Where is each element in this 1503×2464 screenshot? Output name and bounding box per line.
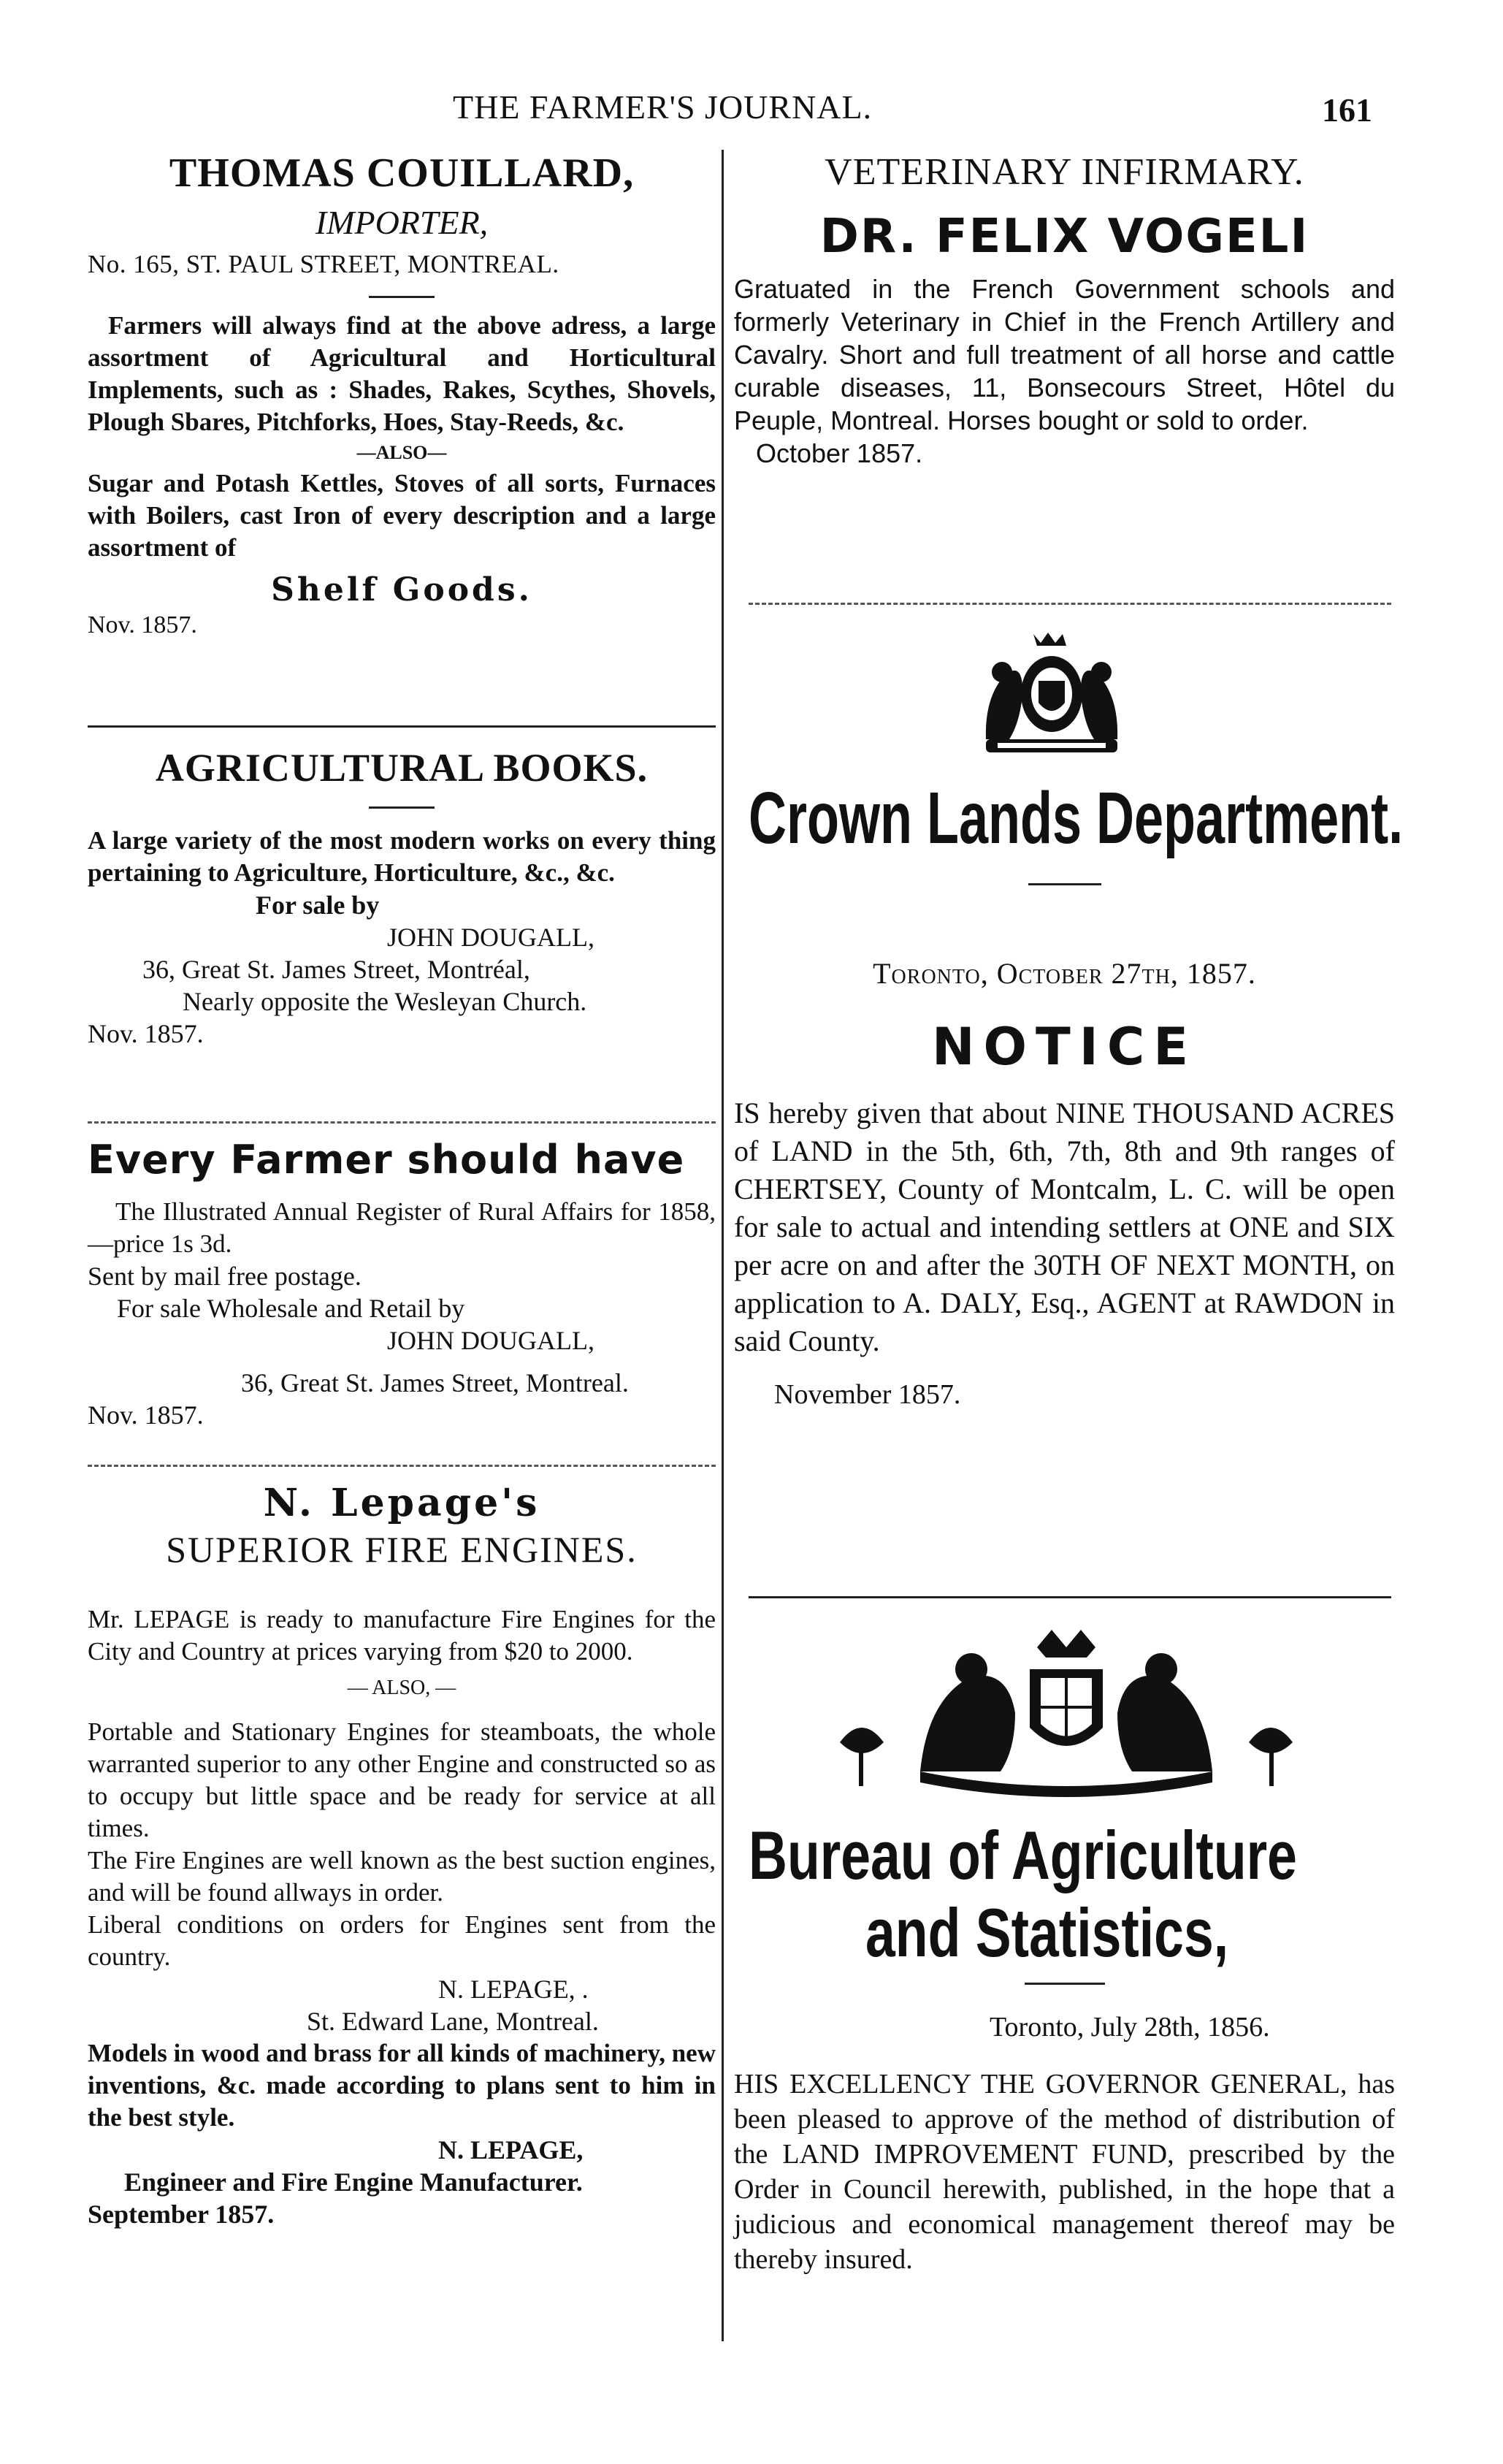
every-farmer-seller: JOHN DOUGALL, — [387, 1326, 594, 1355]
short-rule — [369, 296, 435, 298]
lepage-also: — ALSO, — — [347, 1677, 456, 1699]
every-farmer-date: Nov. 1857. — [88, 1400, 204, 1430]
books-date: Nov. 1857. — [88, 1019, 204, 1048]
lepage-title: N. Lepage's — [263, 1481, 540, 1525]
section-rule — [88, 1465, 716, 1467]
infirmary-date: October 1857. — [756, 438, 923, 468]
books-for-sale: For sale by — [256, 890, 380, 920]
lepage-subtitle: SUPERIOR FIRE ENGINES. — [166, 1529, 638, 1570]
lepage-advert — [88, 1479, 716, 2230]
crown-lands-title: Crown Lands Department. — [749, 777, 1404, 859]
books-landmark: Nearly opposite the Wesleyan Church. — [183, 987, 587, 1016]
every-farmer-advert — [88, 1136, 716, 1431]
lepage-body3: The Fire Engines are well known as the best suction engines, and will be found allways in order. — [88, 1846, 716, 1907]
every-farmer-sale: For sale Wholesale and Retail by — [117, 1294, 465, 1323]
lepage-signature: N. LEPAGE, . — [438, 1975, 589, 2004]
infirmary-title: VETERINARY INFIRMARY. — [825, 151, 1304, 193]
column-divider — [722, 150, 724, 2341]
couillard-address: No. 165, ST. PAUL STREET, MONTREAL. — [88, 250, 559, 278]
bureau-title-wrap-1 — [734, 1819, 1395, 1892]
shelf-goods: Shelf Goods. — [271, 571, 532, 609]
bureau-title-line1: Bureau of Agriculture — [749, 1817, 1297, 1893]
crown-title-wrap — [734, 777, 1404, 859]
couillard-subtitle: IMPORTER, — [315, 204, 489, 241]
couillard-body: Farmers will always find at the above adress, a large assortment of Agricultural and Horticultural Implements, such as : Shades, Rakes, Scythes, Shovels, Plough Sbares, Pitchforks, Hoes, Stay-Reeds, &c. — [88, 311, 716, 436]
bureau-advert — [734, 1819, 1395, 2277]
doctor-name: DR. FELIX VOGELI — [819, 210, 1309, 264]
royal-arms-emblem — [971, 630, 1132, 761]
lepage-sig-title: Engineer and Fire Engine Manufacturer. — [124, 2167, 583, 2197]
bureau-title-wrap-2 — [734, 1896, 1395, 1969]
bureau-arms-emblem — [818, 1625, 1315, 1797]
lepage-body5: Models in wood and brass for all kinds of machinery, new inventions, &c. made according to plans sent to him in the best style. — [88, 2039, 716, 2132]
couillard-date: Nov. 1857. — [88, 611, 197, 638]
bureau-title-line2: and Statistics, — [865, 1894, 1229, 1971]
lepage-body1: Mr. LEPAGE is ready to manufacture Fire Engines for the City and Country at prices varying from $20 to 2000. — [88, 1605, 716, 1666]
crown-date: November 1857. — [774, 1379, 961, 1410]
couillard-also: —ALSO— — [356, 442, 447, 463]
lepage-date: September 1857. — [88, 2200, 275, 2229]
couillard-body2: Sugar and Potash Kettles, Stoves of all sorts, Furnaces with Boilers, cast Iron of every description and a large assortment of — [88, 469, 716, 562]
section-rule — [749, 603, 1391, 605]
section-rule — [749, 1596, 1391, 1598]
crown-dateline: Toronto, October 27th, 1857. — [873, 957, 1256, 990]
books-body: A large variety of the most modern works on every thing pertaining to Agriculture, Horticulture, &c., &c. — [88, 826, 716, 887]
running-title: THE FARMER'S JOURNAL. — [453, 88, 873, 126]
every-farmer-body: The Illustrated Annual Register of Rural Affairs for 1858,—price 1s 3d. — [88, 1197, 716, 1258]
every-farmer-address: 36, Great St. James Street, Montreal. — [241, 1368, 629, 1397]
infirmary-body: Gratuated in the French Government schools and formerly Veterinary in Chief in the French Artillery and Cavalry. Short and full treatment of all horse and cattle curable diseases, 11, Bonsecours Street, Hôtel du Peuple, Montreal. Horses bought or sold to order. — [734, 274, 1395, 435]
crown-lands-advert — [734, 777, 1404, 1413]
short-rule — [1025, 1983, 1105, 1985]
notice-heading: NOTICE — [931, 1017, 1198, 1077]
books-title: AGRICULTURAL BOOKS. — [155, 746, 649, 790]
page-number: 161 — [1322, 91, 1372, 129]
lepage-signature-2: N. LEPAGE, — [438, 2135, 584, 2164]
lepage-body2: Portable and Stationary Engines for steamboats, the whole warranted superior to any other Engine and constructed so as to occupy but little space and be ready for service at all times. — [88, 1717, 716, 1842]
couillard-advert — [88, 150, 716, 640]
lepage-body4: Liberal conditions on orders for Engines sent from the country. — [88, 1910, 716, 1971]
every-farmer-title: Every Farmer should have — [88, 1137, 685, 1183]
every-farmer-mail: Sent by mail free postage. — [88, 1262, 362, 1291]
bureau-dateline: Toronto, July 28th, 1856. — [990, 2012, 1270, 2042]
short-rule — [1028, 883, 1101, 885]
section-rule — [88, 1121, 716, 1124]
section-rule — [88, 725, 716, 728]
lepage-sig-address: St. Edward Lane, Montreal. — [307, 2007, 599, 2036]
short-rule — [369, 806, 435, 809]
books-address: 36, Great St. James Street, Montréal, — [142, 955, 530, 984]
infirmary-advert — [734, 150, 1395, 470]
books-advert — [88, 745, 716, 1050]
couillard-title: THOMAS COUILLARD, — [169, 150, 635, 196]
crown-body: IS hereby given that about NINE THOUSAND ACRES of LAND in the 5th, 6th, 7th, 8th and 9th ranges of CHERTSEY, County of Montcalm, L. C. will be open for sale to actual and intending settlers at ONE and SIX per acre on and after the 30TH OF NEXT MONTH, on application to A. DALY, Esq., AGENT at RAWDON in said County. — [734, 1096, 1395, 1357]
bureau-body: HIS EXCELLENCY THE GOVERNOR GENERAL, has been pleased to approve of the method of distribution of the LAND IMPROVEMENT FUND, prescribed by the Order in Council herewith, published, in the hope that a judicious and economical management thereof may be thereby insured. — [734, 2069, 1395, 2275]
books-seller: JOHN DOUGALL, — [387, 923, 594, 952]
